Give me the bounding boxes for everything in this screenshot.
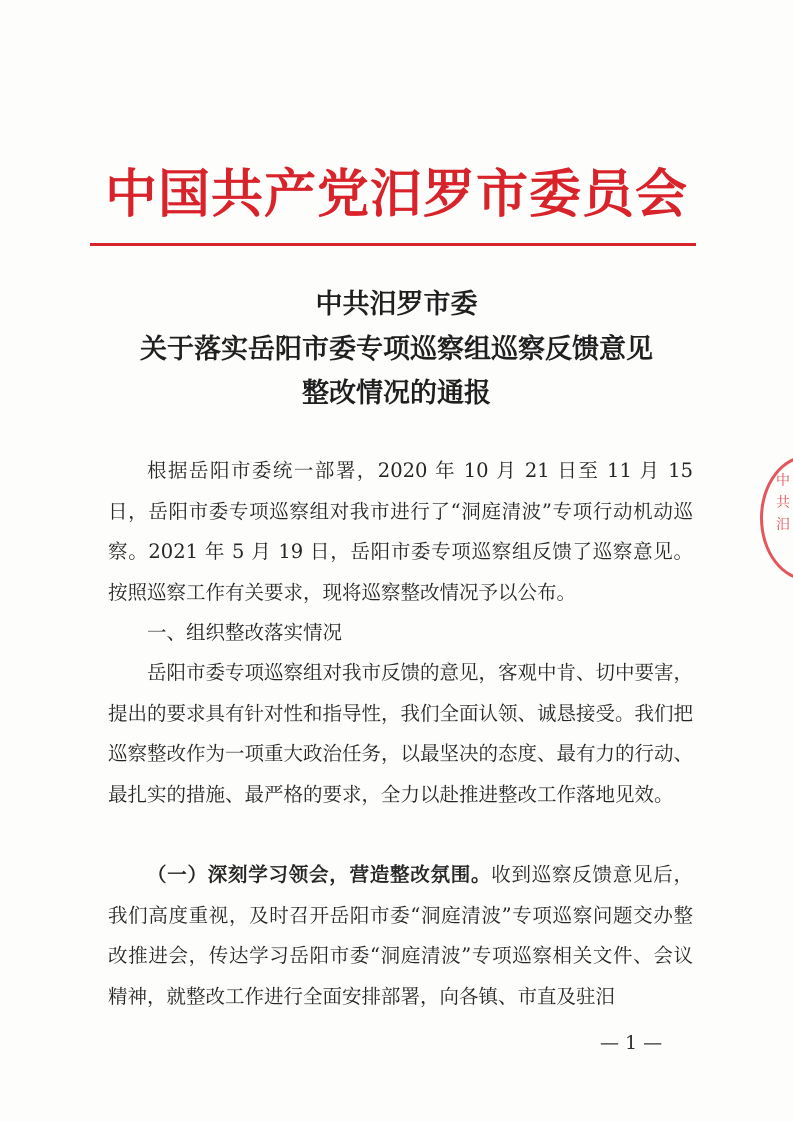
seal-lettering: 中共汨 [776,473,790,533]
paragraph-lead-bold: （一）深刻学习领会，营造整改氛围。 [147,863,492,886]
doc-title-line2: 关于落实岳阳市委专项巡察组巡察反馈意见 [140,334,653,365]
page-number: — 1 — [600,1032,663,1054]
body-paragraph-2: 岳阳市委专项巡察组对我市反馈的意见，客观中肯、切中要害，提出的要求具有针对性和指导性，我们全面认领、诚恳接受。我们把巡察整改作为一项重大政治任务，以最坚决的态度、最有力的行动、最扎实的措施、最严格的要求，全力以赴推进整改工作落地见效。 [108,661,694,806]
section-heading-1: 一、组织整改落实情况 [147,621,343,644]
doc-title-line3: 整改情况的通报 [302,378,491,409]
issuing-org-header: 中国共产党汨罗市委员会 [104,164,688,225]
body-paragraph-3 [108,855,693,1017]
body-paragraph-1: 根据岳阳市委统一部署，2020 年 10 月 21 日至 11 月 15 日，岳阳市委专项巡察组对我市进行了“洞庭清波”专项行动机动巡察。2021 年 5 月 19 日，岳阳市委专项巡察组反馈了巡察意见。按照巡察工作有关要求，现将巡察整改情况予以公布。 [108,459,693,604]
doc-title-line1: 中共汨罗市委 [315,289,478,320]
header-red-line [90,243,696,246]
paragraph-3-text: 收到巡察反馈意见后，我们高度重视，及时召开岳阳市委“洞庭清波”专项巡察问题交办整改推进会，传达学习岳阳市委“洞庭清波”专项巡察相关文件、会议精神，就整改工作进行全面安排部署，向各镇、市直及驻汨 [108,863,693,1008]
